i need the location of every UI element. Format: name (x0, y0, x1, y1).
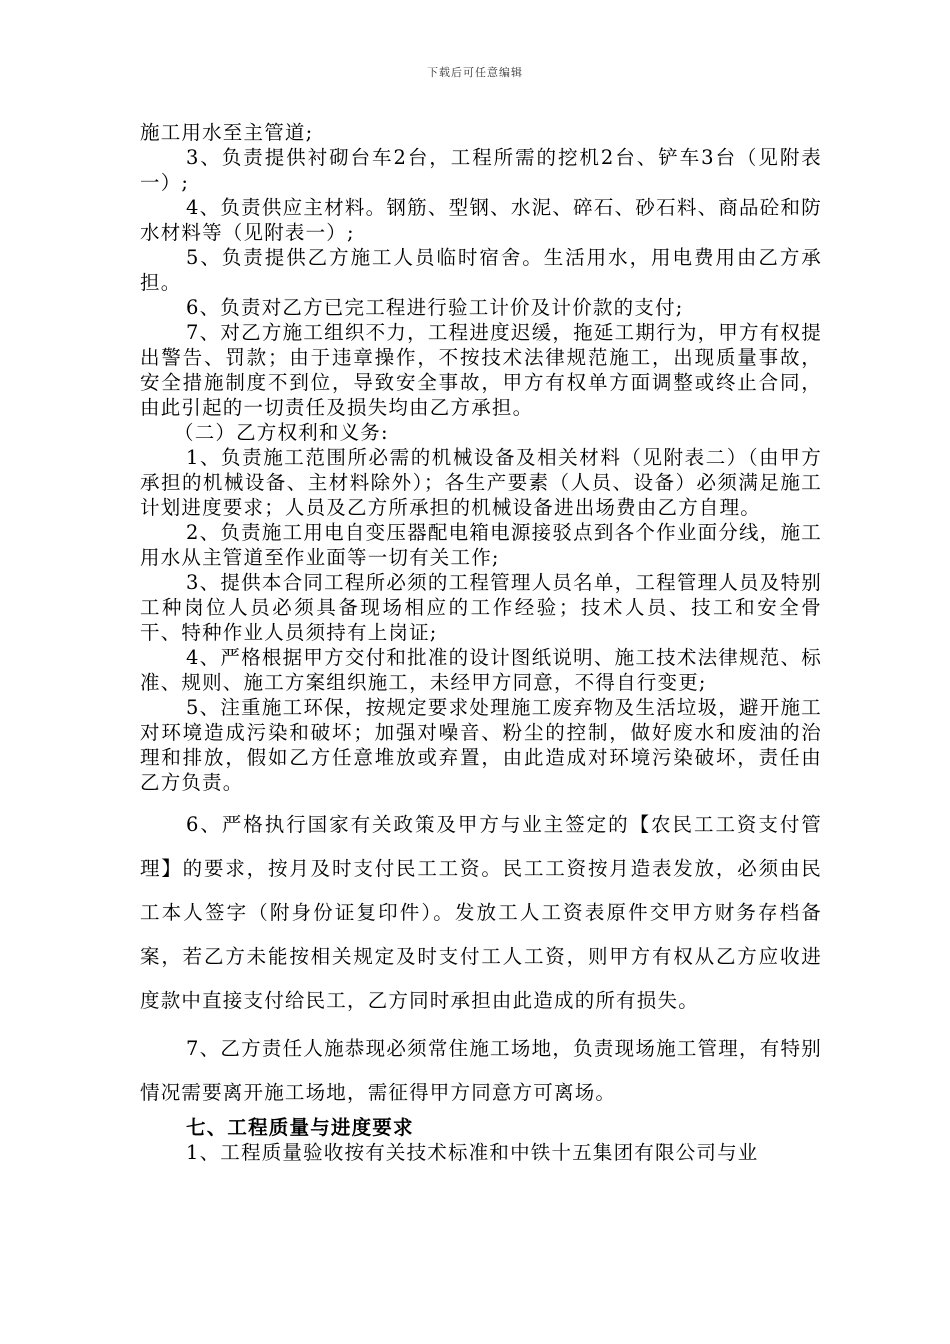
paragraph: 3、负责提供衬砌台车2台，工程所需的挖机2台、铲车3台（见附表一）; (140, 146, 822, 194)
paragraph: 施工用水至主管道; (140, 121, 314, 144)
paragraph: 6、严格执行国家有关政策及甲方与业主签定的【农民工工资支付管理】的要求，按月及时支付民工工资。民工工资按月造表发放，必须由民工本人签字（附身份证复印件）。发放工人工资表原件交甲方财务存档备案，若乙方未能按相关规定及时支付工人工资，则甲方有权从乙方应收进度款中直接支付给民工，乙方同时承担由此造成的所有损失。 (140, 813, 822, 1012)
paragraph: 4、严格根据甲方交付和批准的设计图纸说明、施工技术法律规范、标准、规则、施工方案组织施工，未经甲方同意，不得自行变更; (140, 646, 822, 694)
paragraph: 1、负责施工范围所必需的机械设备及相关材料（见附表二）（由甲方承担的机械设备、主材料除外）；各生产要素（人员、设备）必须满足施工计划进度要求；人员及乙方所承担的机械设备进出场费由乙方自理。 (140, 446, 822, 519)
page-header: 下载后可任意编辑 (427, 66, 523, 79)
section-heading: 七、工程质量与进度要求 (186, 1116, 414, 1139)
paragraph: 7、乙方责任人施恭现必须常住施工场地，负责现场施工管理，有特别情况需要离开施工场地，需征得甲方同意方可离场。 (140, 1037, 822, 1104)
subsection-heading: （二）乙方权利和义务: (174, 421, 389, 444)
paragraph: 5、注重施工环保，按规定要求处理施工废弃物及生活垃圾，避开施工对环境造成污染和破坏；加强对噪音、粉尘的控制，做好废水和废油的治理和排放，假如乙方任意堆放或弃置，由此造成对环境污染破坏，责任由乙方负责。 (140, 696, 822, 794)
paragraph: 2、负责施工用电自变压器配电箱电源接驳点到各个作业面分线，施工用水从主管道至作业面等一切有关工作; (140, 521, 822, 569)
paragraph: 4、负责供应主材料。钢筋、型钢、水泥、碎石、砂石料、商品砼和防水材料等（见附表一）; (140, 196, 822, 244)
paragraph: 7、对乙方施工组织不力，工程进度迟缓，拖延工期行为，甲方有权提出警告、罚款；由于违章操作，不按技术法律规范施工，出现质量事故，安全措施制度不到位，导致安全事故，甲方有权单方面调整或终止合同，由此引起的一切责任及损失均由乙方承担。 (140, 321, 822, 419)
paragraph: 3、提供本合同工程所必须的工程管理人员名单，工程管理人员及特别工种岗位人员必须具备现场相应的工作经验；技术人员、技工和安全骨干、特种作业人员须持有上岗证; (140, 571, 822, 644)
paragraph: 6、负责对乙方已完工程进行验工计价及计价款的支付; (186, 296, 684, 319)
paragraph: 1、工程质量验收按有关技术标准和中铁十五集团有限公司与业 (186, 1141, 759, 1164)
document-body (140, 120, 822, 1165)
paragraph: 5、负责提供乙方施工人员临时宿舍。生活用水，用电费用由乙方承担。 (140, 246, 822, 294)
